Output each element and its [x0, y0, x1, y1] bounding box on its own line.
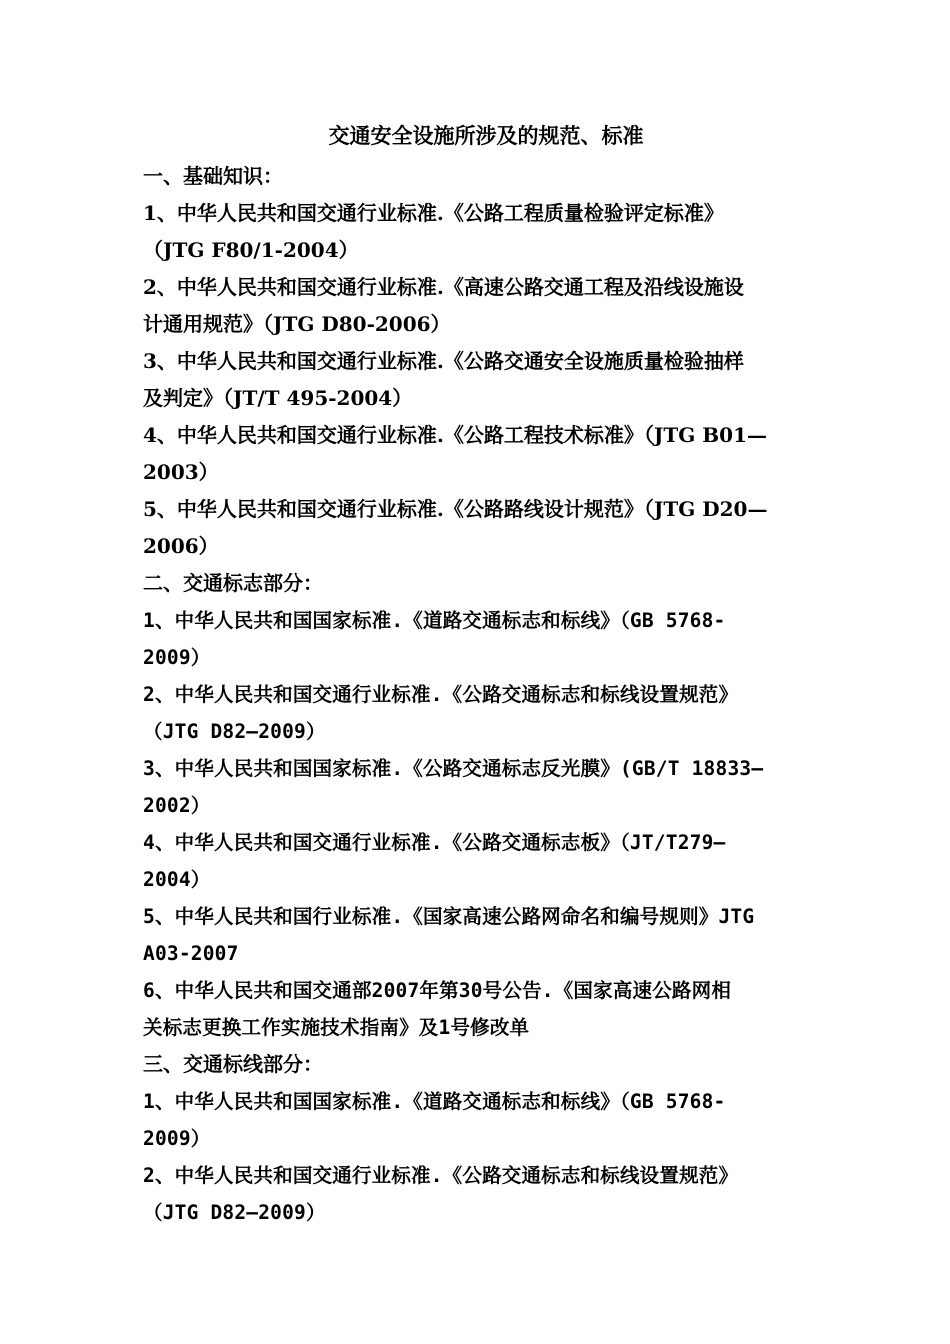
- list-item-line: 3、中华人民共和国国家标准.《公路交通标志反光膜》(GB/T 18833—: [143, 757, 764, 780]
- list-item-line: A03-2007: [143, 942, 239, 965]
- list-item-line: 4、中华人民共和国交通行业标准.《公路工程技术标准》（JTG B01—: [143, 423, 768, 447]
- section-heading-traffic-markings: 三、交通标线部分：: [143, 1052, 323, 1076]
- list-item-line: 2002）: [143, 794, 211, 817]
- list-item-line: 2009）: [143, 646, 211, 669]
- list-item-line: 2、中华人民共和国交通行业标准.《公路交通标志和标线设置规范》: [143, 683, 739, 706]
- list-item-line: 2004）: [143, 868, 211, 891]
- list-item-line: 1、中华人民共和国国家标准.《道路交通标志和标线》（GB 5768-: [143, 1090, 726, 1113]
- list-item-line: （JTG F80/1-2004）: [143, 238, 359, 262]
- list-item-line: 计通用规范》（JTG D80-2006）: [143, 312, 451, 336]
- list-item-line: 4、中华人民共和国交通行业标准.《公路交通标志板》（JT/T279—: [143, 831, 726, 854]
- list-item-line: 1、中华人民共和国国家标准.《道路交通标志和标线》（GB 5768-: [143, 609, 726, 632]
- list-item-line: （JTG D82—2009）: [143, 1201, 326, 1224]
- list-item-line: 2003）: [143, 460, 219, 484]
- list-item-line: （JTG D82—2009）: [143, 720, 326, 743]
- section-heading-traffic-signs: 二、交通标志部分：: [143, 571, 323, 595]
- list-item-line: 2、中华人民共和国交通行业标准.《公路交通标志和标线设置规范》: [143, 1164, 739, 1187]
- list-item-line: 6、中华人民共和国交通部2007年第30号公告.《国家高速公路网相: [143, 979, 732, 1002]
- document-title: 交通安全设施所涉及的规范、标准: [328, 123, 644, 148]
- list-item-line: 2009）: [143, 1127, 211, 1150]
- list-item-line: 关标志更换工作实施技术指南》及1号修改单: [143, 1016, 530, 1039]
- list-item-line: 5、中华人民共和国行业标准.《国家高速公路网命名和编号规则》JTG: [143, 905, 755, 928]
- section-heading-basics: 一、基础知识：: [143, 164, 283, 188]
- list-item-line: 及判定》（JT/T 495-2004）: [143, 386, 413, 410]
- list-item-line: 2006）: [143, 534, 219, 558]
- list-item-line: 3、中华人民共和国交通行业标准.《公路交通安全设施质量检验抽样: [143, 349, 744, 373]
- list-item-line: 2、中华人民共和国交通行业标准.《高速公路交通工程及沿线设施设: [143, 275, 744, 299]
- document-body: [143, 121, 811, 1231]
- list-item-line: 5、中华人民共和国交通行业标准.《公路路线设计规范》（JTG D20—: [143, 497, 768, 521]
- list-item-line: 1、中华人民共和国交通行业标准.《公路工程质量检验评定标准》: [143, 201, 724, 225]
